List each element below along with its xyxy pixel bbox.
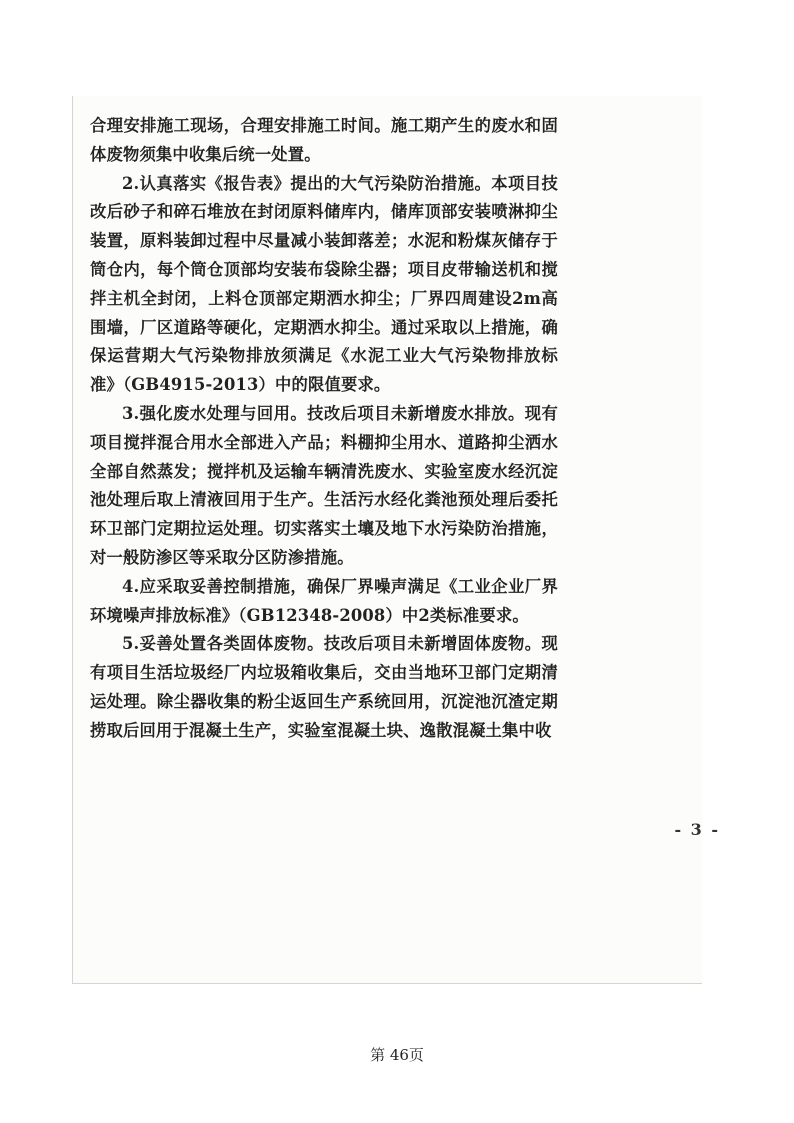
paragraph-wastewater: 3.强化废水处理与回用。技改后项目未新增废水排放。现有项目搅拌混合用水全部进入产品；料棚抑尘用水、道路抑尘洒水全部自然蒸发；搅拌机及运输车辆清洗废水、实验室废水经沉淀池处理后取上清液回用于生产。生活污水经化粪池预处理后委托环卫部门定期拉运处理。切实落实土壤及地下水污染防治措施，对一般防渗区等采取分区防渗措施。 [90,403,558,567]
paragraph-noise: 4.应采取妥善控制措施，确保厂界噪声满足《工业企业厂界环境噪声排放标准》（GB12348-2008）中2类标准要求。 [90,576,558,625]
paragraph-continuation: 合理安排施工现场，合理安排施工时间。施工期产生的废水和固体废物须集中收集后统一处置。 [90,116,558,164]
paragraph-solid-waste: 5.妥善处置各类固体废物。技改后项目未新增固体废物。现有项目生活垃圾经厂内垃圾箱收集后，交由当地环卫部门定期清运处理。除尘器收集的粉尘返回生产系统回用，沉淀池沉渣定期捞取后回用于混凝土生产，实验室混凝土块、逸散混凝土集中收 [90,634,558,740]
footer-page-label: 第 46页 [370,1046,424,1064]
document-body [90,112,558,746]
sheet-page-number: - 3 - [674,820,720,839]
paragraph-air-pollution: 2.认真落实《报告表》提出的大气污染防治措施。本项目技改后砂子和碎石堆放在封闭原料储库内，储库顶部安装喷淋抑尘装置，原料装卸过程中尽量减小装卸落差；水泥和粉煤灰储存于筒仓内，每个筒仓顶部均安装布袋除尘器；项目皮带输送机和搅拌主机全封闭，上料仓顶部定期洒水抑尘；厂界四周建设2m高围墙，厂区道路等硬化，定期洒水抑尘。通过采取以上措施，确保运营期大气污染物排放须满足《水泥工业大气污染物排放标准》（GB4915-2013）中的限值要求。 [90,173,558,395]
